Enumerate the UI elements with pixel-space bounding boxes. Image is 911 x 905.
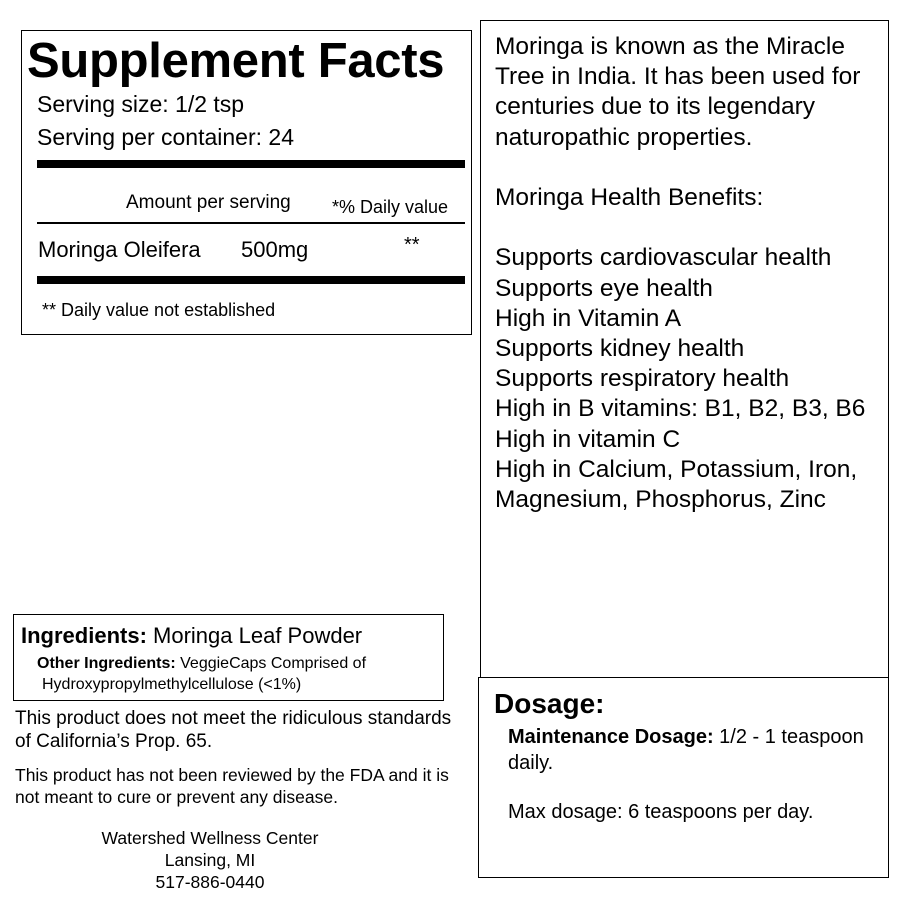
- dosage-panel: [478, 677, 889, 878]
- other-ingredients-label: Other Ingredients:: [37, 655, 176, 672]
- other-ingredients-line: [37, 655, 366, 673]
- amount-per-serving-header: Amount per serving: [126, 192, 291, 213]
- benefit-item: Supports cardiovascular health: [495, 244, 832, 272]
- facts-title: Supplement Facts: [27, 34, 445, 88]
- intro-text: Moringa is known as the Miracle Tree in India. It has been used for centuries due to its legendary naturopathic properties.: [495, 33, 861, 151]
- other-ingredients-value: VeggieCaps Comprised of: [175, 655, 367, 672]
- servings-per-container: Serving per container: 24: [37, 124, 294, 150]
- ingredient-name: Moringa Oleifera: [38, 237, 201, 262]
- supplement-facts-panel: [21, 30, 472, 335]
- benefit-item: Supports eye health: [495, 274, 713, 302]
- company-city: Lansing, MI: [164, 850, 256, 870]
- benefit-item: High in Calcium, Potassium, Iron, Magnesium, Phosphorus, Zinc: [495, 455, 858, 514]
- company-name: Watershed Wellness Center: [101, 828, 319, 848]
- daily-value-footnote: ** Daily value not established: [42, 300, 276, 320]
- maintenance-value: 1/2 - 1 teaspoon daily.: [508, 726, 864, 774]
- ingredient-daily-value: **: [404, 234, 420, 256]
- ingredients-value: Moringa Leaf Powder: [146, 623, 363, 648]
- thick-divider: [37, 276, 465, 284]
- company-phone: 517-886-0440: [155, 872, 265, 892]
- dosage-title: Dosage:: [494, 688, 605, 719]
- maintenance-dosage: [508, 724, 868, 776]
- benefits-heading: Moringa Health Benefits:: [495, 184, 764, 211]
- max-dosage: Max dosage: 6 teaspoons per day.: [508, 801, 814, 823]
- fda-disclaimer: This product has not been reviewed by the FDA and it is not meant to cure or prevent any disease.: [15, 765, 449, 807]
- ingredient-amount: 500mg: [241, 237, 309, 262]
- benefit-item: Supports respiratory health: [495, 365, 790, 393]
- description-panel: [480, 20, 889, 678]
- prop65-disclaimer: This product does not meet the ridiculous standards of California’s Prop. 65.: [15, 708, 452, 752]
- serving-size: Serving size: 1/2 tsp: [37, 91, 245, 117]
- thick-divider: [37, 160, 465, 168]
- daily-value-header: *% Daily value: [332, 197, 449, 217]
- maintenance-label: Maintenance Dosage:: [508, 726, 714, 748]
- ingredients-label: Ingredients:: [21, 623, 147, 648]
- benefit-item: Supports kidney health: [495, 335, 745, 362]
- benefit-item: High in vitamin C: [495, 425, 681, 453]
- ingredients-line: [21, 623, 362, 649]
- other-ingredients-detail: Hydroxypropylmethylcellulose (<1%): [42, 676, 302, 693]
- benefit-item: High in Vitamin A: [495, 304, 682, 332]
- company-address: [60, 827, 360, 893]
- thin-divider: [37, 222, 465, 224]
- benefit-item: High in B vitamins: B1, B2, B3, B6: [495, 395, 866, 423]
- ingredients-panel: [13, 614, 444, 701]
